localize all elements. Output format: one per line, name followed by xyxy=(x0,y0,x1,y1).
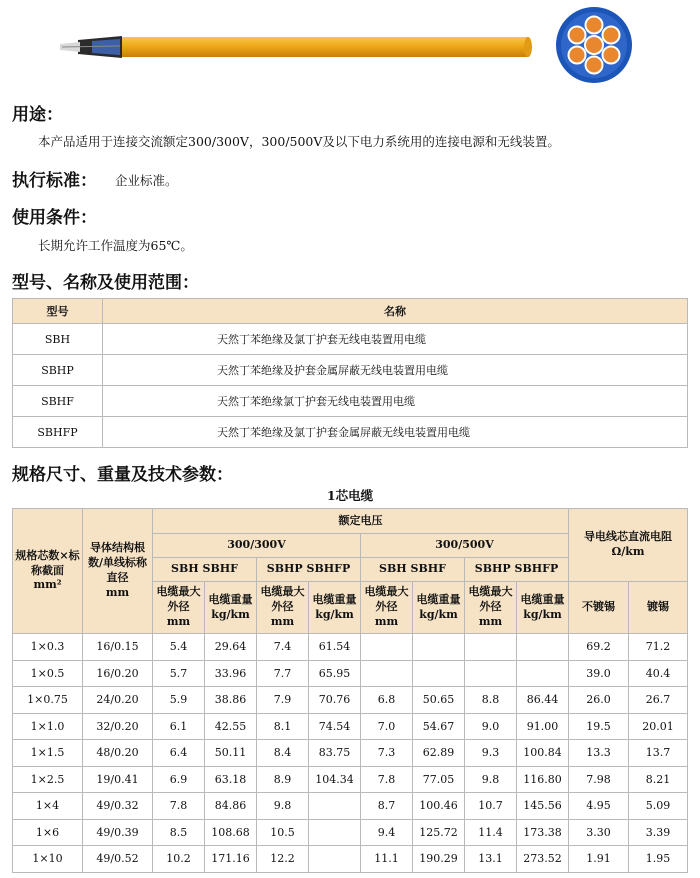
table-cell: 77.05 xyxy=(413,766,465,793)
table-cell: 100.46 xyxy=(413,793,465,820)
table-cell: 100.84 xyxy=(517,740,569,767)
table-cell: 10.2 xyxy=(153,846,205,873)
header-group-sbhp: SBHP SBHFP xyxy=(257,558,361,582)
table-cell: 1×10 xyxy=(13,846,83,873)
table-cell: 16/0.15 xyxy=(83,634,153,661)
table-cell: 32/0.20 xyxy=(83,713,153,740)
table-cell: 24/0.20 xyxy=(83,687,153,714)
table-cell: 1×1.0 xyxy=(13,713,83,740)
table-cell: 65.95 xyxy=(309,660,361,687)
header-untinned: 不镀锡 xyxy=(569,582,629,634)
table-cell: 9.8 xyxy=(257,793,309,820)
model-name: 天然丁苯绝缘及护套金属屏蔽无线电装置用电缆 xyxy=(103,355,688,386)
table-cell: 1.95 xyxy=(629,846,688,873)
table-cell: 10.5 xyxy=(257,819,309,846)
table-cell: 69.2 xyxy=(569,634,629,661)
table-cell: 91.00 xyxy=(517,713,569,740)
cable-cross-section xyxy=(556,7,632,83)
table-cell: 49/0.52 xyxy=(83,846,153,873)
table-cell: 7.98 xyxy=(569,766,629,793)
table-cell: 11.4 xyxy=(465,819,517,846)
table-cell xyxy=(413,660,465,687)
table-cell: 26.0 xyxy=(569,687,629,714)
table-cell: 50.65 xyxy=(413,687,465,714)
table-cell: 5.4 xyxy=(153,634,205,661)
table-row xyxy=(13,713,688,740)
table-row xyxy=(13,819,688,846)
table-cell: 104.34 xyxy=(309,766,361,793)
table-cell: 8.1 xyxy=(257,713,309,740)
table-cell xyxy=(413,634,465,661)
table-cell xyxy=(361,660,413,687)
table-cell xyxy=(309,819,361,846)
table-cell: 145.56 xyxy=(517,793,569,820)
specs-heading: 规格尺寸、重量及技术参数： xyxy=(12,465,233,485)
table-cell xyxy=(517,634,569,661)
header-group-sbh: SBH SBHF xyxy=(153,558,257,582)
table-cell: 71.2 xyxy=(629,634,688,661)
header-weight: 电缆重量 kg/km xyxy=(205,582,257,634)
conditions-text: 长期允许工作温度为65℃。 xyxy=(38,238,193,253)
table-cell: 10.7 xyxy=(465,793,517,820)
table-cell: 12.2 xyxy=(257,846,309,873)
model-table-header xyxy=(13,299,688,324)
table-cell: 9.8 xyxy=(465,766,517,793)
table-cell: 5.7 xyxy=(153,660,205,687)
table-cell: 5.9 xyxy=(153,687,205,714)
table-cell: 49/0.39 xyxy=(83,819,153,846)
table-cell: 86.44 xyxy=(517,687,569,714)
standard-text: 企业标准。 xyxy=(115,173,178,188)
spec-table-body xyxy=(13,634,688,873)
table-cell: 1×6 xyxy=(13,819,83,846)
table-cell: 8.5 xyxy=(153,819,205,846)
table-cell: 8.8 xyxy=(465,687,517,714)
header-weight: 电缆重量 kg/km xyxy=(517,582,569,634)
table-cell: 7.4 xyxy=(257,634,309,661)
header-weight: 电缆重量 kg/km xyxy=(413,582,465,634)
table-cell: 61.54 xyxy=(309,634,361,661)
table-cell: 8.4 xyxy=(257,740,309,767)
table-cell: 8.7 xyxy=(361,793,413,820)
model-name: 天然丁苯绝缘氯丁护套无线电装置用电缆 xyxy=(103,386,688,417)
table-cell: 74.54 xyxy=(309,713,361,740)
conditions-heading: 使用条件： xyxy=(12,208,97,228)
table-cell: 173.38 xyxy=(517,819,569,846)
table-cell: 3.39 xyxy=(629,819,688,846)
table-cell: 49/0.32 xyxy=(83,793,153,820)
cable-side-view xyxy=(60,36,532,58)
model-code: SBH xyxy=(13,324,103,355)
table-cell: 62.89 xyxy=(413,740,465,767)
table-row xyxy=(13,324,688,355)
header-rated-voltage: 额定电压 xyxy=(153,509,569,534)
table-row xyxy=(13,355,688,386)
table-cell: 7.3 xyxy=(361,740,413,767)
table-cell: 4.95 xyxy=(569,793,629,820)
usage-text: 本产品适用于连接交流额定300/300V，300/500V及以下电力系统用的连接电源和无线装置。 xyxy=(38,134,560,149)
model-name: 天然丁苯绝缘及氯丁护套无线电装置用电缆 xyxy=(103,324,688,355)
table-cell: 83.75 xyxy=(309,740,361,767)
table-cell: 39.0 xyxy=(569,660,629,687)
model-code: SBHFP xyxy=(13,417,103,448)
spec-header-row-1 xyxy=(13,509,688,534)
table-cell: 7.8 xyxy=(361,766,413,793)
table-cell: 33.96 xyxy=(205,660,257,687)
header-name: 名称 xyxy=(103,299,688,324)
table-row xyxy=(13,660,688,687)
header-voltage-300-500: 300/500V xyxy=(361,534,569,558)
cable-product-image xyxy=(0,0,700,95)
table-row xyxy=(13,687,688,714)
spec-table-caption: 1芯电缆 xyxy=(326,488,374,503)
header-voltage-300-300: 300/300V xyxy=(153,534,361,558)
table-cell: 9.0 xyxy=(465,713,517,740)
usage-heading: 用途： xyxy=(12,105,63,125)
table-row xyxy=(13,634,688,661)
table-cell: 171.16 xyxy=(205,846,257,873)
table-cell: 6.1 xyxy=(153,713,205,740)
table-cell: 9.3 xyxy=(465,740,517,767)
table-cell: 48/0.20 xyxy=(83,740,153,767)
models-heading: 型号、名称及使用范围： xyxy=(12,273,199,293)
table-cell: 13.3 xyxy=(569,740,629,767)
model-name: 天然丁苯绝缘及氯丁护套金属屏蔽无线电装置用电缆 xyxy=(103,417,688,448)
table-cell: 6.9 xyxy=(153,766,205,793)
table-cell: 1.91 xyxy=(569,846,629,873)
header-group-sbh: SBH SBHF xyxy=(361,558,465,582)
table-cell: 40.4 xyxy=(629,660,688,687)
table-row xyxy=(13,417,688,448)
header-od: 电缆最大外径 mm xyxy=(465,582,517,634)
header-od: 电缆最大外径 mm xyxy=(361,582,413,634)
table-cell xyxy=(309,846,361,873)
table-cell: 1×0.3 xyxy=(13,634,83,661)
header-conductor: 导体结构根数/单线标称直径 mm xyxy=(83,509,153,634)
table-cell: 16/0.20 xyxy=(83,660,153,687)
table-cell: 20.01 xyxy=(629,713,688,740)
table-cell: 54.67 xyxy=(413,713,465,740)
table-cell: 13.1 xyxy=(465,846,517,873)
table-cell xyxy=(465,634,517,661)
table-cell: 42.55 xyxy=(205,713,257,740)
header-od: 电缆最大外径 mm xyxy=(257,582,309,634)
table-cell: 5.09 xyxy=(629,793,688,820)
table-cell: 70.76 xyxy=(309,687,361,714)
table-row xyxy=(13,766,688,793)
table-cell: 11.1 xyxy=(361,846,413,873)
table-cell: 29.64 xyxy=(205,634,257,661)
header-tinned: 镀锡 xyxy=(629,582,688,634)
model-table xyxy=(12,298,688,448)
model-code: SBHP xyxy=(13,355,103,386)
header-od: 电缆最大外径 mm xyxy=(153,582,205,634)
model-code: SBHF xyxy=(13,386,103,417)
table-row xyxy=(13,793,688,820)
table-cell: 273.52 xyxy=(517,846,569,873)
table-cell: 19.5 xyxy=(569,713,629,740)
table-cell: 8.21 xyxy=(629,766,688,793)
table-cell: 26.7 xyxy=(629,687,688,714)
table-cell: 7.9 xyxy=(257,687,309,714)
header-resistance: 导电线芯直流电阻 Ω/km xyxy=(569,509,688,582)
table-cell: 38.86 xyxy=(205,687,257,714)
table-cell: 3.30 xyxy=(569,819,629,846)
table-cell: 1×1.5 xyxy=(13,740,83,767)
table-row xyxy=(13,846,688,873)
header-size: 规格芯数×标称截面 mm² xyxy=(13,509,83,634)
table-cell: 7.0 xyxy=(361,713,413,740)
table-cell: 108.68 xyxy=(205,819,257,846)
table-cell xyxy=(517,660,569,687)
table-cell: 84.86 xyxy=(205,793,257,820)
table-cell: 7.8 xyxy=(153,793,205,820)
header-weight: 电缆重量 kg/km xyxy=(309,582,361,634)
standard-heading: 执行标准： xyxy=(12,171,97,191)
table-cell: 116.80 xyxy=(517,766,569,793)
spec-table xyxy=(12,508,688,873)
header-group-sbhp: SBHP SBHFP xyxy=(465,558,569,582)
header-model: 型号 xyxy=(13,299,103,324)
table-row xyxy=(13,386,688,417)
table-row xyxy=(13,740,688,767)
table-cell: 7.7 xyxy=(257,660,309,687)
table-cell: 125.72 xyxy=(413,819,465,846)
table-cell: 6.4 xyxy=(153,740,205,767)
table-cell: 63.18 xyxy=(205,766,257,793)
table-cell: 9.4 xyxy=(361,819,413,846)
table-cell xyxy=(361,634,413,661)
table-cell xyxy=(465,660,517,687)
table-cell: 1×0.5 xyxy=(13,660,83,687)
table-cell: 1×0.75 xyxy=(13,687,83,714)
table-cell: 1×2.5 xyxy=(13,766,83,793)
table-cell: 50.11 xyxy=(205,740,257,767)
table-cell: 8.9 xyxy=(257,766,309,793)
table-cell xyxy=(309,793,361,820)
table-cell: 6.8 xyxy=(361,687,413,714)
table-cell: 190.29 xyxy=(413,846,465,873)
table-cell: 13.7 xyxy=(629,740,688,767)
table-cell: 19/0.41 xyxy=(83,766,153,793)
table-cell: 1×4 xyxy=(13,793,83,820)
